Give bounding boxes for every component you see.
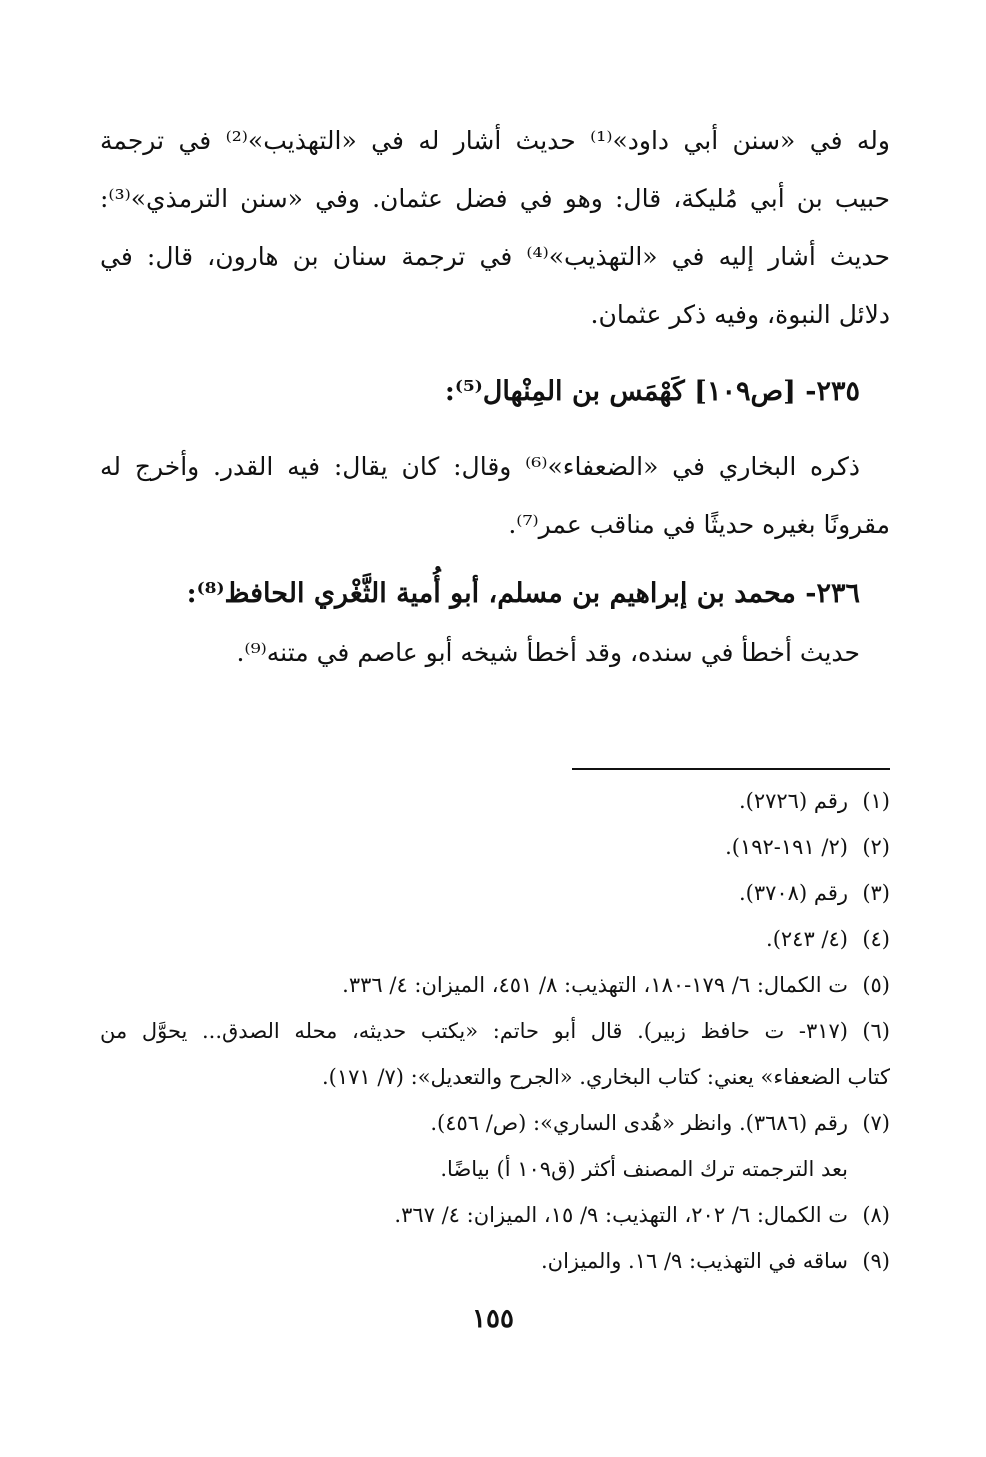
footnote-text: ت الكمال: ٦/ ٢٠٢، التهذيب: ٩/ ١٥، الميزان: ٤/ ٣٦٧. bbox=[394, 1203, 848, 1227]
footnote-text: رقم (٢٧٢٦). bbox=[738, 789, 848, 813]
footnote-text: رقم (٣٧٠٨). bbox=[738, 881, 848, 905]
paragraph-line: حديث أشار إليه في «التهذيب»⁽⁴⁾ في ترجمة سنان بن هارون، قال: في bbox=[100, 242, 890, 271]
footnote-text: ساقه في التهذيب: ٩/ ١٦. والميزان. bbox=[540, 1249, 848, 1273]
footnote-text: (٤/ ٢٤٣). bbox=[766, 927, 848, 951]
paragraph-line: وله في «سنن أبي داود»⁽¹⁾ حديث أشار له في «التهذيب»⁽²⁾ في ترجمة bbox=[100, 126, 890, 155]
entry-236-heading: ٢٣٦- محمد بن إبراهيم بن مسلم، أبو أُمية الثَّغْري الحافظ⁽⁸⁾: bbox=[186, 578, 860, 609]
footnote-text: رقم (٣٦٨٦). وانظر «هُدى الساري»: (ص/ ٤٥٦). bbox=[430, 1111, 848, 1135]
footnote-number: (٤) bbox=[862, 927, 890, 951]
footnote-3 bbox=[100, 870, 890, 916]
footnote-9 bbox=[100, 1238, 890, 1284]
footnote-5 bbox=[100, 962, 890, 1008]
entry-line: ذكره البخاري في «الضعفاء»⁽⁶⁾ وقال: كان يقال: فيه القدر. وأخرج له bbox=[100, 452, 860, 481]
footnote-7 bbox=[100, 1100, 890, 1146]
entry-line: حديث أخطأ في سنده، وقد أخطأ شيخه أبو عاصم في متنه⁽⁹⁾. bbox=[236, 638, 860, 667]
footnotes bbox=[100, 768, 890, 1284]
footnote-4 bbox=[100, 916, 890, 962]
entry-line: مقرونًا بغيره حديثًا في مناقب عمر⁽⁷⁾. bbox=[508, 510, 890, 539]
paragraph-1 bbox=[100, 112, 890, 344]
footnote-divider bbox=[572, 768, 890, 770]
entry-236-body bbox=[100, 624, 890, 682]
footnote-2 bbox=[100, 824, 890, 870]
footnote-number: (٥) bbox=[862, 973, 890, 997]
footnote-6-continuation: كتاب الضعفاء» يعني: كتاب البخاري. «الجرح والتعديل»: (٧/ ١٧١). bbox=[322, 1065, 890, 1089]
footnote-7-continuation: بعد الترجمته ترك المصنف أكثر (ق١٠٩ أ) بياضًا. bbox=[440, 1157, 848, 1181]
footnote-1 bbox=[100, 778, 890, 824]
footnote-number: (٢) bbox=[862, 835, 890, 859]
entry-235-body bbox=[100, 438, 890, 554]
footnote-number: (٨) bbox=[862, 1203, 890, 1227]
footnote-text: ت الكمال: ٦/ ١٧٩-١٨٠، التهذيب: ٨/ ٤٥١، الميزان: ٤/ ٣٣٦. bbox=[342, 973, 848, 997]
main-text bbox=[100, 112, 890, 682]
footnote-text: (٢/ ١٩١-١٩٢). bbox=[725, 835, 848, 859]
entry-235-heading: ٢٣٥- [ص١٠٩] كَهْمَس بن المِنْهال⁽⁵⁾: bbox=[444, 376, 860, 407]
page-number: ١٥٥ bbox=[472, 1304, 514, 1334]
footnote-8 bbox=[100, 1192, 890, 1238]
paragraph-line: حبيب بن أبي مُليكة، قال: وهو في فضل عثمان. وفي «سنن الترمذي»⁽³⁾: bbox=[100, 184, 890, 213]
footnote-number: (٧) bbox=[862, 1111, 890, 1135]
footnote-number: (٩) bbox=[862, 1249, 890, 1273]
footnote-number: (١) bbox=[862, 789, 890, 813]
footnote-text: (٣١٧- ت حافظ زبير). قال أبو حاتم: «يكتب حديثه، محله الصدق... يحوَّل من bbox=[100, 1019, 848, 1043]
footnote-number: (٦) bbox=[862, 1019, 890, 1043]
footnote-6 bbox=[100, 1008, 890, 1054]
paragraph-line: دلائل النبوة، وفيه ذكر عثمان. bbox=[590, 300, 890, 329]
footnote-number: (٣) bbox=[862, 881, 890, 905]
